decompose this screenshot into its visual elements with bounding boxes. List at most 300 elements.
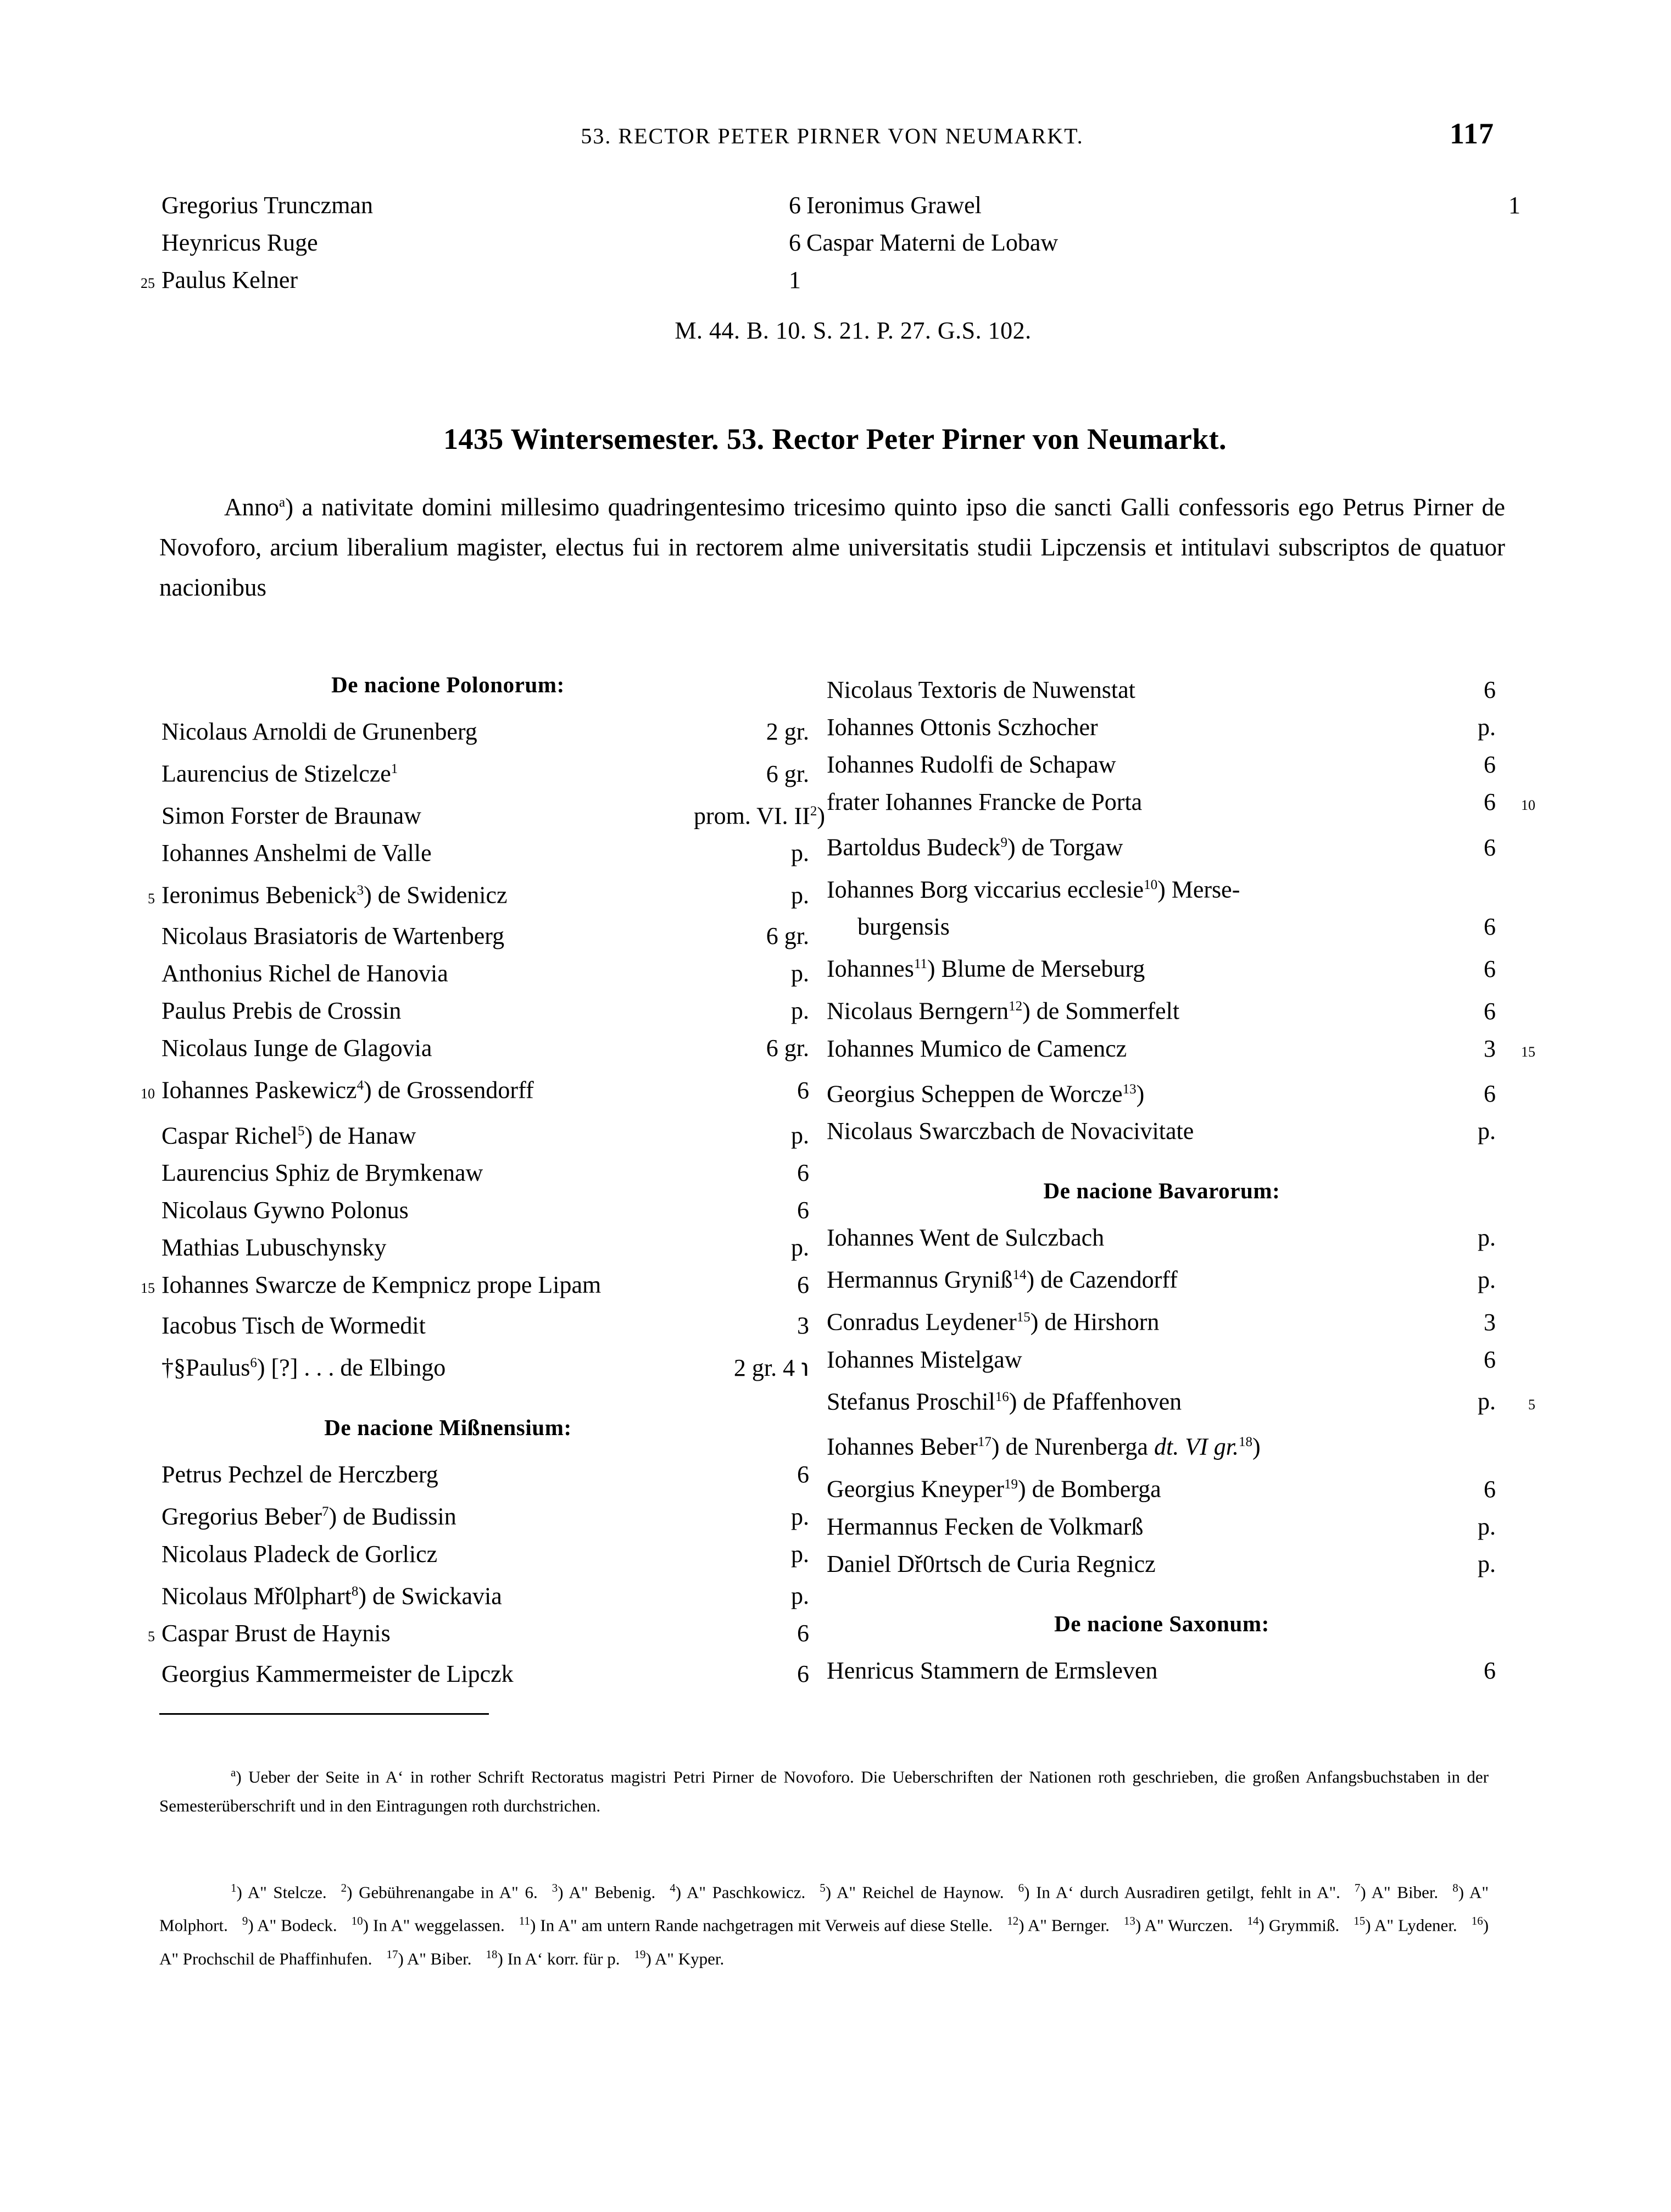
matriculation-entry: [827, 1030, 1535, 1071]
matriculation-entry: [125, 793, 825, 835]
entry-amount: p.: [1478, 1224, 1496, 1252]
entry-name: Georgius Kneyper: [827, 1475, 1004, 1503]
footnote-ref[interactable]: 10: [1144, 877, 1158, 892]
entry-name: Nicolaus Arnoldi de Grunenberg: [161, 718, 477, 745]
line-number: 10: [141, 1085, 155, 1102]
matriculation-entry: [827, 1219, 1535, 1257]
footnote-marker: 9: [242, 1914, 248, 1928]
matriculation-entry: [125, 1154, 809, 1192]
entry-name: †§Paulus: [161, 1354, 250, 1381]
matriculation-entry: [827, 1546, 1535, 1583]
footnote-marker: 10: [351, 1914, 363, 1928]
entry-amount: p.: [1478, 1118, 1496, 1145]
entry-amount: p.: [791, 997, 809, 1024]
entry-name: Conradus Leydener: [827, 1308, 1017, 1336]
line-number: 15: [141, 1280, 155, 1297]
matriculation-entry: [827, 866, 1535, 909]
entry-name-tail: ): [1252, 1433, 1261, 1460]
footnote-marker: 8: [1452, 1881, 1458, 1894]
entry-name: Caspar Brust de Haynis: [161, 1620, 391, 1647]
footnote-marker: 12: [1007, 1914, 1019, 1928]
entry-name-group: [161, 797, 684, 835]
matriculation-entry: [125, 1655, 809, 1693]
entry-amount: 2 gr.: [766, 718, 809, 745]
carry-over-entry: [801, 187, 1520, 224]
entry-name: Laurencius de Stizelcze: [161, 760, 391, 787]
entry-name-group: [161, 1030, 684, 1067]
footnote-ref[interactable]: 18: [1238, 1435, 1252, 1450]
matriculation-entry: [827, 1257, 1535, 1299]
entry-name-tail: ): [1136, 1080, 1145, 1108]
matriculation-entry: [827, 1652, 1535, 1689]
matriculation-entry: [125, 835, 809, 872]
entry-amount: p.: [1478, 1266, 1496, 1293]
footnote-marker: 18: [486, 1947, 498, 1961]
heading-spacer: [827, 1209, 1535, 1219]
entry-amount: 6: [1484, 1475, 1496, 1503]
entry-name-group: [161, 1266, 684, 1304]
entry-amount: 6: [1484, 1657, 1496, 1684]
footnote-marker: 5: [820, 1881, 826, 1894]
footnote-ref[interactable]: 12: [1009, 998, 1023, 1014]
entry-name-group: [827, 866, 1403, 909]
entry-name-tail: ) Blume de Merseburg: [927, 955, 1145, 982]
matriculation-entry: [827, 746, 1535, 783]
footnote-marker: 15: [1353, 1914, 1366, 1928]
entry-name: Iohannes Paskewicz: [161, 1076, 357, 1104]
entry-amount: 6 gr.: [766, 760, 809, 787]
entry-amount: 6: [1484, 676, 1496, 703]
entry-name-tail: ) de Sommerfelt: [1022, 997, 1180, 1025]
entry-name: Georgius Kammermeister de Lipczk: [161, 1660, 514, 1688]
footnote-ref[interactable]: 9: [1000, 835, 1008, 850]
entry-name-group: [161, 918, 684, 955]
matriculation-entry: [125, 1573, 809, 1615]
entry-name: Hermannus Gryniß: [827, 1266, 1013, 1293]
footnote-ref[interactable]: 1: [391, 762, 398, 776]
entry-amount: 1: [1508, 192, 1520, 219]
entry-amount: 6: [1484, 751, 1496, 778]
footnote-text: ) In A" am untern Rande nachgetragen mit Verweis auf diese Stelle.: [530, 1915, 993, 1935]
carry-over-entry: [125, 187, 801, 224]
entry-amount: p.: [791, 881, 809, 909]
entry-name: Nicolaus Mř0lphart: [161, 1582, 352, 1610]
entry-name-group: [161, 1536, 684, 1573]
intro-paragraph: [159, 482, 1505, 608]
line-number: 25: [141, 275, 155, 291]
entry-name-tail: ) de Cazendorff: [1026, 1266, 1178, 1293]
entry-name-group: [161, 751, 684, 793]
entry-name: Gregorius Beber: [161, 1503, 322, 1530]
footnote-ref[interactable]: 8: [351, 1583, 359, 1599]
matriculation-entry: [827, 1466, 1535, 1508]
matriculation-entry: [827, 908, 1535, 946]
entry-amount: 6: [797, 1660, 809, 1688]
running-head: [165, 116, 1494, 151]
carry-over-block: [125, 187, 1520, 344]
heading-spacer: [827, 1642, 1535, 1652]
carry-over-right-column: [801, 187, 1520, 302]
entry-amount: 6: [1484, 997, 1496, 1025]
carry-over-entry: [125, 224, 801, 262]
matriculation-entry: [125, 1067, 809, 1113]
entry-amount: p.: [1478, 714, 1496, 741]
entry-name-group: [161, 1655, 684, 1693]
matriculation-entry: [125, 1344, 809, 1387]
matriculation-entry: [827, 988, 1535, 1030]
entry-amount: 6: [797, 1197, 809, 1224]
entry-name: Iohannes Anshelmi de Valle: [161, 840, 432, 867]
footnote-marker: 2: [341, 1881, 347, 1894]
line-number: 5: [148, 890, 155, 907]
carry-over-entry: [125, 262, 801, 302]
heading-spacer: [125, 1446, 809, 1456]
footnote-ref[interactable]: 15: [1016, 1309, 1031, 1325]
matriculation-entry: [125, 872, 809, 918]
entry-name: Iohannes Went de Sulczbach: [827, 1224, 1105, 1252]
entry-name: Iohannes Mistelgaw: [827, 1346, 1022, 1373]
entry-name-group: [827, 824, 1403, 866]
footnote-ref[interactable]: 2: [810, 803, 817, 819]
entry-name-group: [827, 709, 1403, 746]
matriculation-entry: [827, 1341, 1535, 1379]
matriculation-left-column: [125, 671, 825, 1693]
entry-amount: prom. VI. II$^2$): [694, 802, 825, 830]
footnote-ref[interactable]: a: [279, 495, 286, 510]
entry-name-group: [827, 988, 1403, 1030]
entry-name-group: [827, 1546, 1403, 1583]
matriculation-entry: [827, 946, 1535, 988]
entry-name-group: [827, 908, 1403, 946]
matriculation-entry: [827, 1508, 1535, 1546]
entry-name-group: [827, 1466, 1403, 1508]
tally-summary: M. 44. B. 10. S. 21. P. 27. G.S. 102.: [675, 317, 1032, 344]
footnote-ref[interactable]: 13: [1122, 1081, 1137, 1097]
entry-amount: 6: [797, 1460, 809, 1488]
heading-spacer: [125, 703, 809, 713]
entry-amount: 6: [789, 192, 801, 219]
entry-name-group: [161, 1192, 684, 1229]
footnote-marker: 19: [634, 1947, 646, 1961]
entry-name: Iohannes Beber: [827, 1433, 978, 1460]
entry-name-group: [827, 1508, 1403, 1546]
entry-name-group: [161, 1573, 684, 1615]
matriculation-entry: [125, 1536, 809, 1573]
entry-name-group: [161, 835, 684, 872]
matriculation-entry: [125, 1192, 809, 1229]
entry-name: Nicolaus Iunge de Glagovia: [161, 1034, 432, 1061]
entry-name: Henricus Stammern de Ermsleven: [827, 1657, 1158, 1684]
footnote-ref[interactable]: 16: [995, 1389, 1009, 1404]
entry-name: frater Iohannes Francke de Porta: [827, 788, 1143, 815]
entry-name: Iohannes Borg viccarius ecclesie: [827, 876, 1144, 903]
footnote-ref[interactable]: 19: [1004, 1476, 1018, 1492]
page-number: 117: [1449, 117, 1494, 150]
entry-name-tail: ) de Torgaw: [1007, 833, 1123, 861]
footnote-marker: 17: [386, 1947, 398, 1961]
entry-name: Simon Forster de Braunaw: [161, 802, 421, 830]
footnote-ref[interactable]: 6: [250, 1355, 257, 1371]
nation-heading: De nacione Mißnensium:: [324, 1414, 572, 1440]
footnote-marker: 13: [1123, 1914, 1135, 1928]
entry-amount: 6: [1484, 833, 1496, 861]
entry-amount: 6: [797, 1271, 809, 1299]
entry-amount: 1: [789, 266, 801, 293]
entry-name-group: [827, 1113, 1403, 1150]
entry-name: Nicolaus Textoris de Nuwenstat: [827, 676, 1135, 703]
matriculation-entry: [827, 1379, 1535, 1424]
footnote-marker: 1: [231, 1881, 237, 1894]
entry-name-group: [161, 992, 684, 1030]
entry-name-tail: ) de Pfaffenhoven: [1009, 1388, 1182, 1415]
entry-name-group: [827, 746, 1403, 783]
entry-name-group: [827, 1379, 1403, 1421]
matriculation-right-column: [827, 671, 1535, 1689]
footnote-text: ) In Aʻ korr. für p.: [497, 1948, 620, 1968]
footnote-text: ) A" Biber.: [398, 1948, 472, 1968]
entry-name-group: [827, 1030, 1403, 1068]
footnote-text: ) A" Bebenig.: [558, 1882, 656, 1902]
entry-name-tail: ) de Hanaw: [304, 1122, 416, 1149]
matriculation-entry: [125, 918, 809, 955]
footnote-marker: 3: [552, 1881, 558, 1894]
matriculation-entry: [827, 1299, 1535, 1341]
matriculation-entry: [827, 1113, 1535, 1150]
entry-name-group: [161, 1113, 684, 1155]
nation-heading: De nacione Saxonum:: [1054, 1610, 1269, 1636]
entry-amount: p.: [791, 1122, 809, 1149]
matriculation-entry: [125, 1229, 809, 1266]
entry-amount: p.: [791, 1503, 809, 1530]
entry-name: burgensis: [857, 913, 950, 941]
entry-name: Nicolaus Berngern: [827, 997, 1009, 1025]
entry-name-group: [827, 1424, 1403, 1466]
matriculation-entry: [827, 783, 1535, 824]
entry-name-group: [161, 713, 684, 751]
entry-name: Caspar Richel: [161, 1122, 298, 1149]
entry-amount: 6: [797, 1620, 809, 1647]
entry-name-group: [161, 1493, 684, 1536]
entry-amount: p.: [791, 1234, 809, 1261]
line-number: 5: [148, 1629, 155, 1645]
running-head-title: 53. RECTOR PETER PIRNER VON NEUMARKT.: [581, 124, 1084, 148]
entry-amount: 6: [1484, 788, 1496, 815]
entry-amount: 6: [1484, 1346, 1496, 1373]
footnote-marker: 7: [1354, 1881, 1361, 1894]
entry-name-tail: ) Merse-: [1157, 876, 1240, 903]
matriculation-entry: [125, 1266, 809, 1307]
entry-amount: p.: [791, 1540, 809, 1568]
entry-name-group: [827, 671, 1403, 709]
footnote-text: ) A" Biber.: [1360, 1882, 1439, 1902]
footnote-text: ) A" Stelcze.: [236, 1882, 327, 1902]
entry-name: Iohannes: [827, 955, 914, 982]
entry-name-group: [161, 1307, 684, 1344]
entry-amount: 6: [797, 1076, 809, 1104]
footnote-ref[interactable]: 5: [298, 1123, 305, 1138]
footnote-text: ) A" Bodeck.: [248, 1915, 337, 1935]
entry-name: Iohannes Rudolfi de Schapaw: [827, 751, 1116, 778]
line-number: 5: [1528, 1397, 1535, 1413]
entry-amount: 6: [1484, 955, 1496, 982]
matriculation-entry: [125, 1030, 809, 1067]
entry-amount: 6: [1484, 1080, 1496, 1108]
entry-name-group: [161, 1154, 684, 1192]
entry-name-group: [827, 1071, 1403, 1113]
entry-name-tail: ) de Swidenicz: [364, 881, 508, 909]
entry-name: Mathias Lubuschynsky: [161, 1234, 387, 1261]
entry-amount: 6: [789, 229, 801, 256]
entry-name: Nicolaus Gywno Polonus: [161, 1197, 409, 1224]
matriculation-entry: [125, 955, 809, 992]
footnote-text: ) In A" weggelassen.: [363, 1915, 505, 1935]
entry-name: Anthonius Richel de Hanovia: [161, 959, 448, 987]
entry-name: Bartoldus Budeck: [827, 833, 1001, 861]
entry-name-group: [827, 1299, 1403, 1341]
matriculation-entry: [827, 1071, 1535, 1113]
footnote-text: ) A" Kyper.: [645, 1948, 725, 1968]
entry-amount: p.: [1478, 1388, 1496, 1415]
entry-amount: p.: [1478, 1550, 1496, 1577]
footnote-marker: 6: [1018, 1881, 1024, 1894]
entry-name-tail: ) de Bomberga: [1018, 1475, 1161, 1503]
entry-amount: 3: [1484, 1035, 1496, 1062]
entry-name: Iacobus Tisch de Wormedit: [161, 1312, 426, 1340]
entry-amount: 3: [1484, 1308, 1496, 1336]
intro-body: ) a nativitate domini millesimo quadringentesimo tricesimo quinto ipso die sancti Galli confessoris ego Petrus Pirner de Novoforo, arcium liberalium magister, electus fui in rectorem alme universitatis studii Lipczensis et intitulavi subscriptos de quatuor nacionibus: [159, 493, 1505, 601]
footnote-text: ) Gebührenangabe in A" 6.: [347, 1882, 538, 1902]
footnote-text: ) In Aʻ durch Ausradiren getilgt, fehlt in A".: [1024, 1882, 1340, 1902]
entry-name: Heynricus Ruge: [161, 229, 318, 256]
footnote-text: ) Ueber der Seite in Aʻ in rother Schrift Rectoratus magistri Petri Pirner de Novoforo. Die Ueberschriften der Nationen roth geschrieben, die großen Anfangsbuchstaben in der Semesterüberschrift und in den Eintragungen roth durchstrichen.: [159, 1767, 1489, 1816]
matriculation-entry: [125, 1615, 809, 1655]
entry-name: Nicolaus Pladeck de Gorlicz: [161, 1540, 438, 1568]
footnote-text: ) A" Paschkowicz.: [675, 1882, 806, 1902]
entry-name: Petrus Pechzel de Herczberg: [161, 1460, 438, 1488]
entry-name: Paulus Prebis de Crossin: [161, 997, 402, 1024]
entry-name: Ieronimus Bebenick: [161, 881, 357, 909]
entry-amount: p.: [791, 1582, 809, 1610]
footnote-ref[interactable]: 17: [977, 1435, 992, 1450]
footnote-text: ) A" Molphort.: [159, 1882, 1489, 1935]
footnote-ref[interactable]: 7: [322, 1504, 329, 1519]
entry-name-group: [161, 1344, 684, 1387]
entry-amount: 6: [1484, 913, 1496, 941]
entry-name: Daniel Dř0rtsch de Curia Regnicz: [827, 1550, 1156, 1577]
entry-name-group: [827, 783, 1403, 821]
entry-name-tail: ) de Budissin: [328, 1503, 456, 1530]
entry-name: Iohannes Swarcze de Kempnicz prope Lipam: [161, 1271, 601, 1299]
matriculation-entry: [125, 1307, 809, 1344]
entry-name: Nicolaus Swarczbach de Novacivitate: [827, 1118, 1194, 1145]
matriculation-entry: [125, 751, 809, 793]
entry-name-group: [161, 872, 684, 914]
matriculation-entry: [827, 671, 1535, 709]
matriculation-entry: [827, 824, 1535, 866]
entry-name: Laurencius Sphiz de Brymkenaw: [161, 1159, 483, 1187]
entry-name-group: [827, 1219, 1403, 1257]
semester-heading: 1435 Wintersemester. 53. Rector Peter Pirner von Neumarkt.: [443, 423, 1227, 455]
footnote-ref[interactable]: 3: [357, 883, 364, 898]
entry-name: Hermannus Fecken de Volkmarß: [827, 1513, 1144, 1540]
entry-name-group: [827, 1257, 1403, 1299]
entry-amount: 6: [797, 1159, 809, 1187]
nation-heading: De nacione Polonorum:: [331, 672, 565, 697]
entry-name-group: [827, 1341, 1403, 1379]
footnote-numbered-list: [159, 1874, 1489, 1973]
footnote-ref[interactable]: 4: [357, 1077, 364, 1093]
nation-heading: De nacione Bavarorum:: [1043, 1178, 1280, 1204]
entry-name-group: [161, 955, 684, 992]
entry-name-group: [161, 1229, 684, 1266]
footnote-text: ) A" Lydener.: [1365, 1915, 1457, 1935]
entry-amount: 2 gr. 4 ℩: [733, 1354, 809, 1381]
footnote-marker: 16: [1471, 1914, 1483, 1928]
footnote-ref[interactable]: 14: [1012, 1268, 1027, 1283]
entry-name-group: [161, 1456, 684, 1493]
intro-lead: Anno: [224, 493, 279, 521]
footnote-rule: [159, 1713, 489, 1715]
footnote-a: [159, 1758, 1489, 1820]
entry-amount: 6 gr.: [766, 1034, 809, 1061]
entry-name: Iohannes Mumico de Camencz: [827, 1035, 1127, 1062]
entry-name-tail: ) de Grossendorff: [364, 1076, 534, 1104]
matriculation-entry: [125, 1113, 809, 1155]
footnote-marker: 4: [670, 1881, 676, 1894]
footnote-text: ) A" Reichel de Haynow.: [825, 1882, 1004, 1902]
entry-name-tail: ) [?] . . . de Elbingo: [257, 1354, 446, 1381]
entry-name: Caspar Materni de Lobaw: [806, 229, 1059, 256]
footnote-text: ) Grymmiß.: [1258, 1915, 1340, 1935]
footnote-text: ) A" Bernger.: [1018, 1915, 1110, 1935]
entry-amount: p.: [791, 840, 809, 867]
entry-name-group: [161, 1615, 684, 1652]
entry-name-tail: ) de Nurenberga: [991, 1433, 1148, 1460]
entry-name: Nicolaus Brasiatoris de Wartenberg: [161, 922, 505, 949]
entry-annotation: dt. VI gr.: [1154, 1433, 1239, 1460]
footnote-text: ) A" Wurczen.: [1135, 1915, 1233, 1935]
entry-amount: p.: [1478, 1513, 1496, 1540]
entry-amount: 6 gr.: [766, 922, 809, 949]
carry-over-left-column: [125, 187, 801, 302]
matriculation-entry: [125, 713, 809, 751]
matriculation-entry: [827, 709, 1535, 746]
entry-name: Gregorius Trunczman: [161, 192, 373, 219]
entry-amount: p.: [791, 959, 809, 987]
entry-amount: 3: [797, 1312, 809, 1340]
entry-name-group: [827, 1652, 1403, 1689]
entry-name: Georgius Scheppen de Worcze: [827, 1080, 1123, 1108]
footnote-ref[interactable]: 11: [914, 957, 927, 972]
carry-over-entry: [801, 224, 1520, 262]
matriculation-entry: [125, 992, 809, 1030]
line-number: 10: [1521, 797, 1535, 813]
matriculation-entry: [827, 1424, 1535, 1466]
entry-name-group: [827, 946, 1403, 988]
entry-name: Iohannes Ottonis Sczhocher: [827, 714, 1098, 741]
line-number: 15: [1521, 1043, 1535, 1060]
footnote-marker: 11: [519, 1914, 531, 1928]
footnote-marker: a: [231, 1766, 236, 1779]
entry-name: Paulus Kelner: [161, 266, 298, 293]
entry-name-tail: ) de Hirshorn: [1030, 1308, 1160, 1336]
matriculation-entry: [125, 1456, 809, 1493]
entry-name-tail: ) de Swickavia: [358, 1582, 502, 1610]
entry-name-group: [161, 1067, 684, 1109]
footnote-marker: 14: [1247, 1914, 1259, 1928]
entry-name: Stefanus Proschil: [827, 1388, 995, 1415]
matriculation-entry: [125, 1493, 809, 1536]
